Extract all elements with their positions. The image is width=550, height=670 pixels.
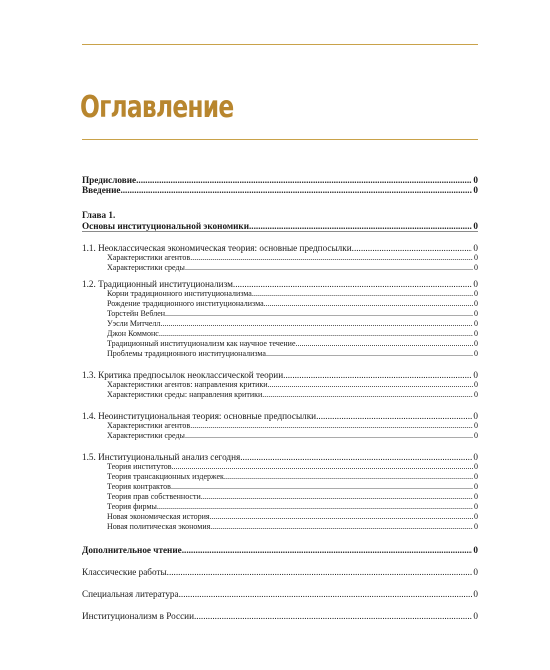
dot-leader — [190, 421, 473, 431]
toc-entry[interactable] — [82, 253, 478, 263]
toc-entry[interactable] — [82, 502, 478, 512]
toc-entry-label: Введение — [82, 185, 121, 195]
toc-entry-page: 0 — [473, 545, 478, 555]
toc-entry-label: Теория контрактов — [107, 482, 171, 491]
toc-entry[interactable] — [82, 319, 478, 329]
title-rule — [82, 139, 478, 140]
dot-leader — [185, 431, 473, 441]
toc-entry[interactable] — [82, 512, 478, 522]
toc-entry-page: 0 — [474, 390, 478, 399]
dot-leader — [249, 221, 472, 231]
toc-entry-page: 0 — [473, 279, 478, 289]
toc-entry[interactable] — [82, 452, 478, 462]
toc-entry[interactable] — [82, 309, 478, 319]
toc-entry[interactable] — [82, 243, 478, 253]
toc-entry-label: Дополнительное чтение — [82, 545, 182, 555]
toc-entry-page: 0 — [474, 299, 478, 308]
dot-leader — [171, 482, 473, 492]
toc-entry-label: Теория трансакционных издержек — [107, 472, 224, 481]
toc-entry-label: Институционализм в России — [82, 611, 194, 621]
toc-entry-page: 0 — [474, 263, 478, 272]
toc-entry-page: 0 — [473, 589, 478, 599]
toc-entry[interactable] — [82, 492, 478, 502]
toc-entry[interactable] — [82, 462, 478, 472]
dot-leader — [120, 185, 472, 195]
dot-leader — [194, 611, 472, 621]
toc-entry[interactable] — [82, 545, 478, 555]
toc-entry-label: Характеристики среды: направления критики — [107, 390, 263, 399]
toc-entry-label: Теория фирмы — [107, 502, 157, 511]
toc-entry-label: Новая экономическая история — [107, 512, 210, 521]
dot-leader — [159, 329, 473, 339]
dot-leader — [268, 380, 473, 390]
dot-leader — [262, 390, 473, 400]
toc-entry-page: 0 — [474, 482, 478, 491]
toc-entry-page: 0 — [473, 567, 478, 577]
toc-entry-page: 0 — [474, 329, 478, 338]
toc-entry-label: Предисловие — [82, 175, 137, 185]
dot-leader — [352, 243, 473, 253]
dot-leader — [172, 462, 473, 472]
toc-entry-page: 0 — [473, 175, 478, 185]
toc-entry-page: 0 — [474, 319, 478, 328]
toc-entry-label: Традиционный институционализм как научное течение — [107, 339, 296, 348]
toc-entry-page: 0 — [474, 502, 478, 511]
dot-leader — [224, 472, 473, 482]
toc-entry-label: Классические работы — [82, 567, 167, 577]
toc-entry[interactable] — [82, 279, 478, 289]
top-rule — [82, 44, 478, 45]
toc-entry-label: Характеристики агентов: направления критики — [107, 380, 268, 389]
toc-entry-label: Рождение традиционного институционализма — [107, 299, 264, 308]
dot-leader — [252, 289, 473, 299]
toc-entry[interactable] — [82, 380, 478, 390]
toc-entry-page: 0 — [474, 253, 478, 262]
toc-entry-page: 0 — [474, 522, 478, 531]
toc-entry-label: 1.5. Институциональный анализ сегодня — [82, 452, 241, 462]
toc-entry[interactable] — [82, 263, 478, 273]
toc-entry-label: 1.4. Неоинституциональная теория: основные предпосылки — [82, 411, 317, 421]
toc-entry[interactable] — [82, 329, 478, 339]
toc-entry-page: 0 — [474, 492, 478, 501]
toc-entry-page: 0 — [474, 309, 478, 318]
dot-leader — [210, 522, 473, 532]
toc-entry-label: 1.1. Неоклассическая экономическая теория: основные предпосылки — [82, 243, 352, 253]
toc-entry-page: 0 — [474, 289, 478, 298]
toc-entry-page: 0 — [473, 221, 478, 231]
toc-entry-label: Характеристики среды — [107, 263, 185, 272]
toc-entry-page: 0 — [474, 472, 478, 481]
toc-entry-page: 0 — [474, 380, 478, 389]
toc-entry[interactable] — [82, 431, 478, 441]
toc-entry[interactable] — [82, 349, 478, 359]
toc-entry-label: Теория институтов — [107, 462, 172, 471]
toc-entry[interactable] — [82, 210, 478, 221]
toc-entry-page: 0 — [473, 243, 478, 253]
toc-entry[interactable] — [82, 370, 478, 380]
dot-leader — [283, 370, 472, 380]
toc-entry-page: 0 — [473, 452, 478, 462]
dot-leader — [266, 349, 473, 359]
table-of-contents — [82, 175, 478, 621]
toc-entry-label: Глава 1. — [82, 210, 116, 220]
toc-entry[interactable] — [82, 522, 478, 532]
dot-leader — [182, 545, 473, 555]
toc-entry[interactable] — [82, 421, 478, 431]
toc-entry-page: 0 — [473, 370, 478, 380]
dot-leader — [185, 263, 473, 273]
toc-entry-label: Характеристики среды — [107, 431, 185, 440]
dot-leader — [210, 512, 473, 522]
toc-entry[interactable] — [82, 589, 478, 599]
toc-entry-label: 1.3. Критика предпосылок неоклассической теории — [82, 370, 284, 380]
toc-entry-page: 0 — [474, 431, 478, 440]
toc-entry-label: Корни традиционного институционализма — [107, 289, 252, 298]
dot-leader — [179, 589, 473, 599]
toc-entry[interactable] — [82, 221, 478, 232]
toc-entry[interactable] — [82, 482, 478, 492]
dot-leader — [190, 253, 473, 263]
toc-entry-page: 0 — [473, 611, 478, 621]
toc-entry-label: Торстейн Веблен — [107, 309, 166, 318]
toc-entry-label: Специальная литература — [82, 589, 179, 599]
dot-leader — [240, 452, 472, 462]
toc-entry-label: Основы институциональной экономики — [82, 221, 249, 231]
dot-leader — [233, 279, 473, 289]
toc-entry[interactable] — [82, 567, 478, 577]
toc-entry[interactable] — [82, 472, 478, 482]
dot-leader — [136, 175, 472, 185]
dot-leader — [167, 567, 473, 577]
dot-leader — [296, 339, 473, 349]
toc-entry[interactable] — [82, 411, 478, 421]
toc-entry[interactable] — [82, 185, 478, 195]
toc-entry-page: 0 — [474, 421, 478, 430]
toc-entry-label: Характеристики агентов — [107, 253, 191, 262]
toc-entry-label: Теория прав собственности — [107, 492, 201, 501]
toc-entry-label: Джон Коммонс — [107, 329, 159, 338]
toc-entry-page: 0 — [474, 512, 478, 521]
dot-leader — [165, 309, 473, 319]
toc-entry[interactable] — [82, 339, 478, 349]
toc-entry[interactable] — [82, 390, 478, 400]
page-title: Оглавление — [80, 90, 234, 126]
dot-leader — [201, 492, 473, 502]
toc-entry-label: Характеристики агентов — [107, 421, 191, 430]
toc-entry-page: 0 — [474, 349, 478, 358]
toc-entry-page: 0 — [473, 411, 478, 421]
dot-leader — [157, 502, 473, 512]
toc-entry[interactable] — [82, 289, 478, 299]
toc-entry[interactable] — [82, 175, 478, 185]
toc-entry[interactable] — [82, 611, 478, 621]
toc-entry-label: Новая политическая экономия — [107, 522, 211, 531]
toc-entry-page: 0 — [474, 339, 478, 348]
toc-entry-label: Уэсли Митчелл — [107, 319, 161, 328]
dot-leader — [160, 319, 473, 329]
toc-entry-label: Проблемы традиционного институционализма — [107, 349, 266, 358]
dot-leader — [264, 299, 473, 309]
dot-leader — [316, 411, 472, 421]
toc-entry-label: 1.2. Традиционный институционализм — [82, 279, 233, 289]
toc-entry-page: 0 — [473, 185, 478, 195]
toc-entry[interactable] — [82, 299, 478, 309]
toc-entry-page: 0 — [474, 462, 478, 471]
